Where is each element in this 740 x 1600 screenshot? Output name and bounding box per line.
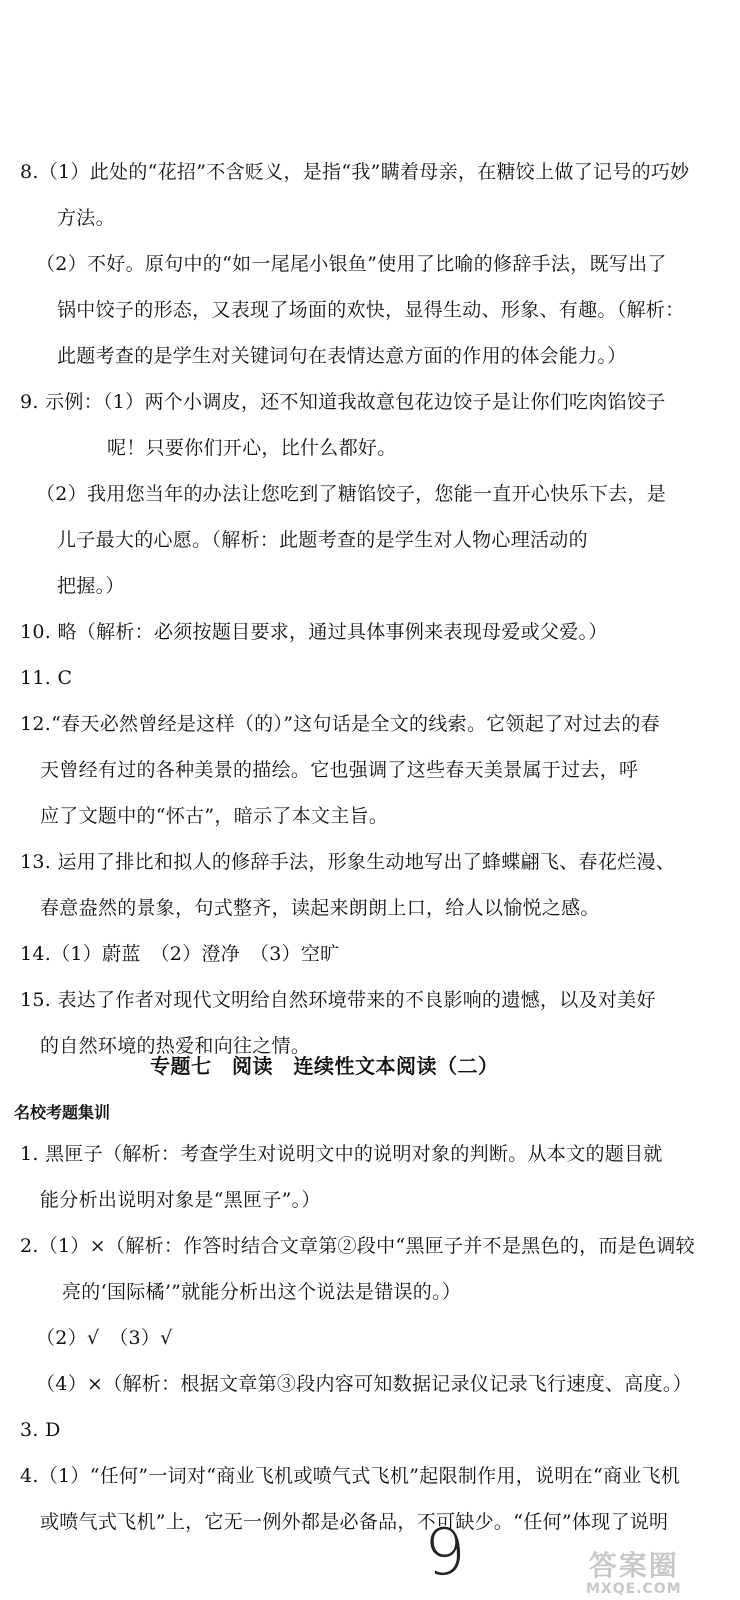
section-heading: 名校考题集训 bbox=[14, 1103, 111, 1122]
q8-part1-line1: 8.（1）此处的“花招”不含贬义，是指“我”瞒着母亲，在糖饺上做了记号的巧妙 bbox=[20, 161, 690, 183]
q11-line: 11. C bbox=[20, 667, 73, 689]
q12-line2: 天曾经有过的各种美景的描绘。它也强调了这些春天美景属于过去，呼 bbox=[40, 759, 639, 781]
q9-part2-line1: （2）我用您当年的办法让您吃到了糖馅饺子，您能一直开心快乐下去，是 bbox=[36, 483, 666, 505]
q9-part2-line2: 儿子最大的心愿。（解析：此题考查的是学生对人物心理活动的 bbox=[57, 529, 588, 551]
q12-line1: 12.“春天必然曾经是这样（的）”这句话是全文的线索。它领起了对过去的春 bbox=[20, 713, 660, 735]
p4-line1: 4.（1）“任何”一词对“商业飞机或喷气式飞机”起限制作用，说明在“商业飞机 bbox=[20, 1465, 681, 1487]
q13-line2: 春意盎然的景象，句式整齐，读起来朗朗上口，给人以愉悦之感。 bbox=[40, 897, 600, 919]
q9-part2-line3: 把握。） bbox=[57, 575, 125, 597]
p2-part4-line: （4）×（解析：根据文章第③段内容可知数据记录仪记录飞行速度、高度。） bbox=[36, 1373, 693, 1395]
q8-part2-line2: 锅中饺子的形态，又表现了场面的欢快，显得生动、形象、有趣。（解析： bbox=[57, 299, 685, 321]
p3-line: 3. D bbox=[20, 1419, 61, 1441]
watermark-main-text: 答案圈 bbox=[588, 1549, 679, 1582]
p1-line2: 能分析出说明对象是“黑匣子”。） bbox=[40, 1189, 321, 1211]
p2-part1-line2: 亮的‘国际橘’”就能分析出这个说法是错误的。） bbox=[62, 1281, 462, 1303]
q14-line: 14.（1）蔚蓝 （2）澄净 （3）空旷 bbox=[20, 943, 340, 965]
watermark-logo bbox=[586, 1549, 682, 1597]
p2-part2-3-line: （2）√ （3）√ bbox=[36, 1327, 173, 1349]
q8-part2-line1: （2）不好。原句中的“如一尾尾小银鱼”使用了比喻的修辞手法，既写出了 bbox=[36, 253, 667, 275]
q9-part1-line2: 呢！只要你们开心，比什么都好。 bbox=[107, 437, 397, 459]
watermark-url-text: MXQE.COM bbox=[586, 1581, 682, 1597]
page-number: 9 bbox=[422, 1514, 469, 1592]
p1-line1: 1. 黑匣子（解析：考查学生对说明文中的说明对象的判断。从本文的题目就 bbox=[20, 1143, 663, 1165]
q15-line2: 的自然环境的热爱和向往之情。 bbox=[40, 1035, 311, 1057]
q8-part2-line3: 此题考查的是学生对关键词句在表情达意方面的作用的体会能力。） bbox=[57, 345, 627, 367]
p2-part1-line1: 2.（1）×（解析：作答时结合文章第②段中“黑匣子并不是黑色的，而是色调较 bbox=[20, 1235, 695, 1257]
q13-line1: 13. 运用了排比和拟人的修辞手法，形象生动地写出了蜂蝶翩飞、春花烂漫、 bbox=[20, 851, 676, 873]
p4-line2: 或喷气式飞机”上，它无一例外都是必备品，不可缺少。“任何”体现了说明 bbox=[40, 1511, 669, 1533]
q15-line1: 15. 表达了作者对现代文明给自然环境带来的不良影响的遗憾，以及对美好 bbox=[20, 989, 656, 1011]
q10-line: 10. 略（解析：必须按题目要求，通过具体事例来表现母爱或父爱。） bbox=[20, 621, 608, 643]
chapter-title: 专题七 阅读 连续性文本阅读（二） bbox=[150, 1054, 499, 1078]
q8-part1-line2: 方法。 bbox=[57, 207, 115, 229]
q12-line3: 应了文题中的“怀古”，暗示了本文主旨。 bbox=[40, 805, 389, 827]
q9-part1-line1: 9. 示例：（1）两个小调皮，还不知道我故意包花边饺子是让你们吃肉馅饺子 bbox=[20, 391, 666, 413]
